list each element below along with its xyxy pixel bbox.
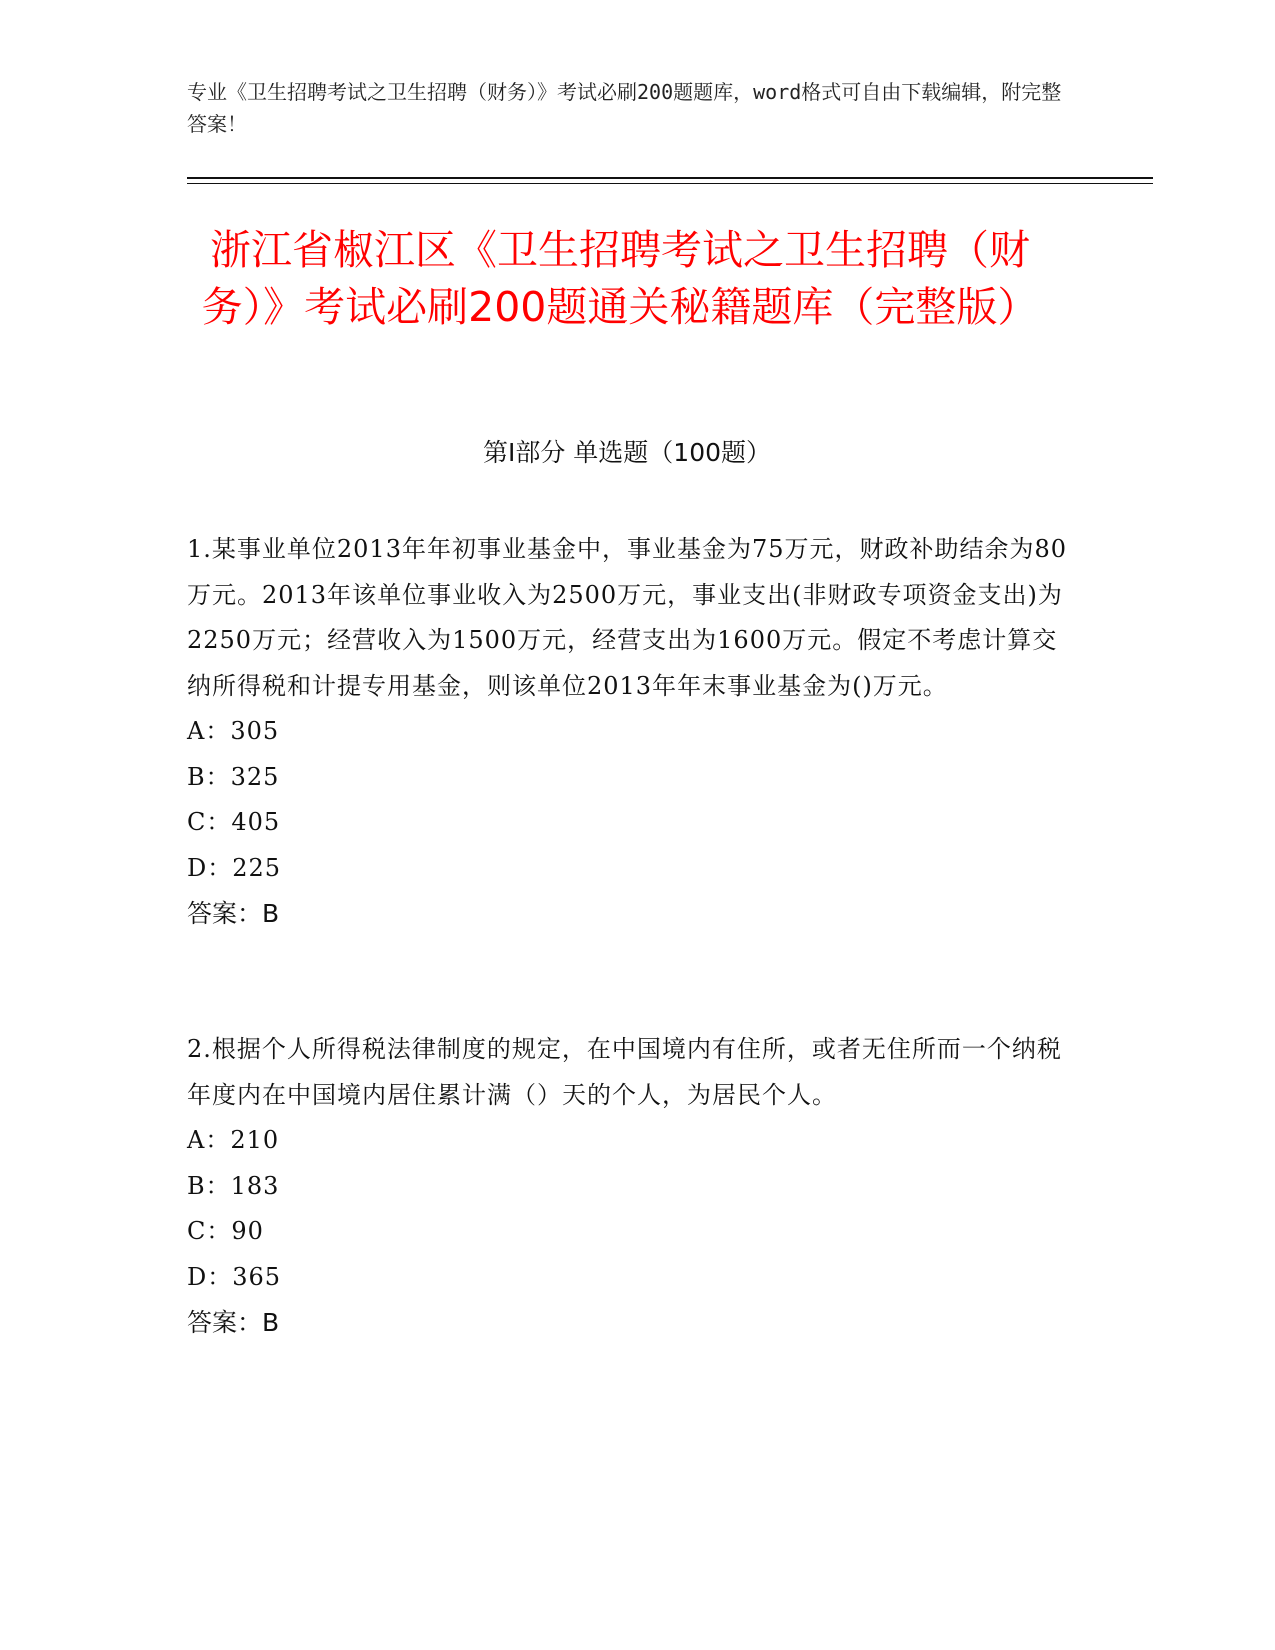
section-title: 第I部分 单选题（100题） <box>482 438 772 467</box>
option-d: D：225 <box>187 853 282 882</box>
option-a: A：210 <box>187 1126 280 1154</box>
header-divider-thin <box>187 183 1153 184</box>
option-c: C：90 <box>187 1217 264 1245</box>
option-b: B：325 <box>187 762 280 791</box>
question-2 <box>187 1027 1077 1345</box>
option-d: D：365 <box>187 1262 282 1291</box>
document-title: 浙江省椒江区《卫生招聘考试之卫生招聘（财务）》考试必刷200题通关秘籍题库（完整版） <box>201 226 1039 331</box>
header-note: 专业《卫生招聘考试之卫生招聘（财务）》考试必刷200题题库，word格式可自由下载编辑，附完整答案！ <box>187 80 1062 136</box>
answer: 答案：B <box>187 1308 280 1337</box>
option-b: B：183 <box>187 1171 280 1200</box>
question-text: 1.某事业单位2013年年初事业基金中，事业基金为75万元，财政补助结余为80万元。2013年该单位事业收入为2500万元，事业支出(非财政专项资金支出)为2250万元；经营收入为1500万元，经营支出为1600万元。假定不考虑计算交纳所得税和计提专用基金，则该单位2013年年末事业基金为()万元。 <box>187 535 1068 700</box>
question-1 <box>187 527 1077 936</box>
answer: 答案：B <box>187 899 280 928</box>
option-c: C：405 <box>187 808 281 836</box>
option-a: A：305 <box>187 717 280 745</box>
header-divider-thick <box>187 177 1153 179</box>
question-text: 2.根据个人所得税法律制度的规定，在中国境内有住所，或者无住所而一个纳税年度内在中国境内居住累计满（）天的个人，为居民个人。 <box>187 1035 1062 1109</box>
